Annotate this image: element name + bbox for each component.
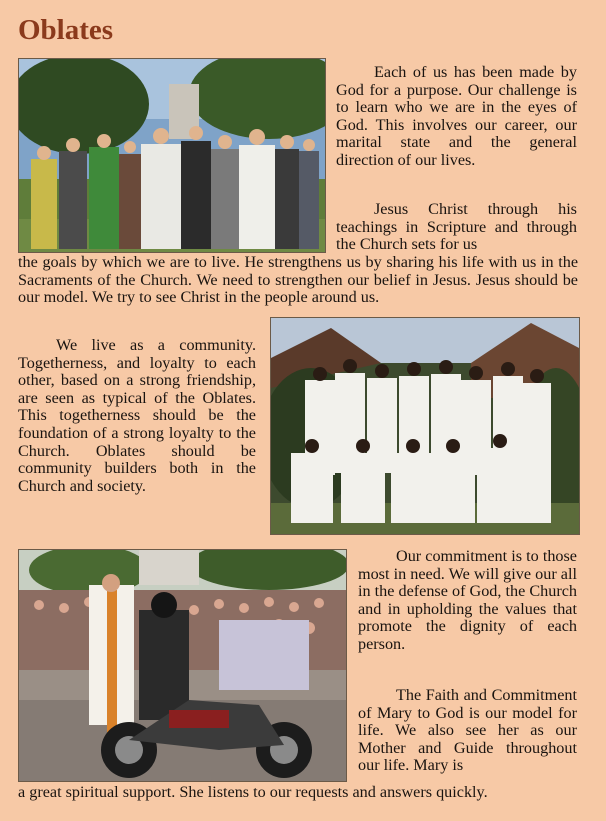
- paragraph-mary-part1: The Faith and Commitment of Mary to God is our model for life. We also see her as our Mother and Guide throughout our life. Mary is: [358, 686, 577, 775]
- paragraph-jesus-part1: Jesus Christ through his teachings in Scripture and through the Church sets for us: [336, 200, 577, 254]
- paragraph-commitment: Our commitment is to those most in need. We will give our all in the defense of God, the Church and in upholding the values that promote the dignity of each person.: [358, 547, 577, 653]
- group-photo-men-garden: [18, 58, 326, 253]
- photo-priest-motorcycle-crowd: [18, 549, 347, 782]
- page-title: Oblates: [18, 14, 114, 46]
- paragraph-purpose: Each of us has been made by God for a purpose. Our challenge is to learn who we are in the eyes of God. This involves our career, our marital state and the general direction of our lives.: [336, 63, 577, 169]
- group-photo-white-robes: [270, 317, 580, 535]
- paragraph-jesus-part2: the goals by which we are to live. He strengthens us by sharing his life with us in the Sacraments of the Church. We need to strengthen our belief in Jesus. Jesus should be our model. We try to see Christ in the people around us.: [18, 253, 578, 307]
- paragraph-mary-part2: a great spiritual support. She listens to our requests and answers quickly.: [18, 783, 488, 801]
- paragraph-community: We live as a community. Togetherness, and loyalty to each other, based on a strong friendship, are seen as typical of the Oblates. This togetherness should be the foundation of a strong loyalty to the Church. Oblates should be community builders both in the Church and society.: [18, 336, 256, 495]
